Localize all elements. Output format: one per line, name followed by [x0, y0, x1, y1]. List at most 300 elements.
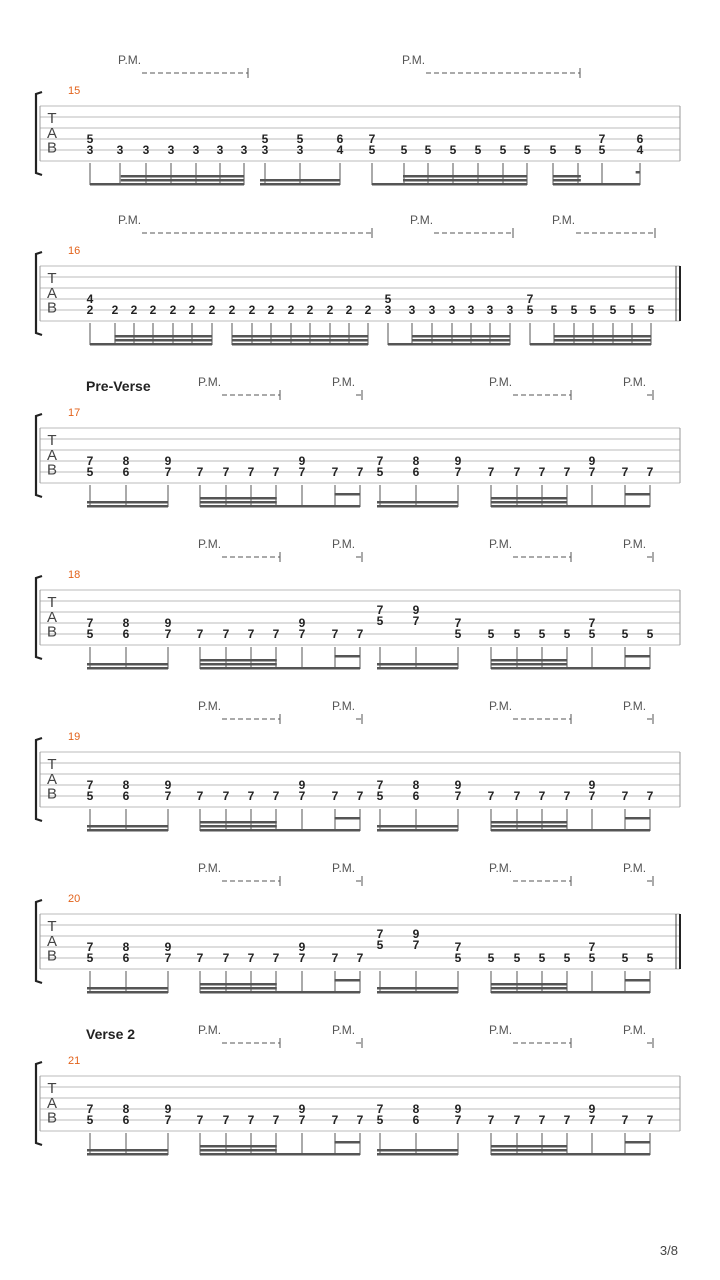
fret-number: 5	[376, 789, 384, 803]
fret-number: 9	[588, 454, 596, 468]
palm-mute-label: P.M.	[489, 1023, 513, 1037]
fret-number: 2	[267, 303, 275, 317]
fret-number: 7	[298, 1113, 306, 1127]
tab-clef-a: A	[46, 770, 58, 788]
fret-number: 7	[164, 951, 172, 965]
palm-mute-label: P.M.	[623, 537, 647, 551]
measure-number: 15	[68, 85, 81, 97]
measure-number: 18	[68, 569, 81, 581]
fret-number: 7	[247, 627, 255, 641]
fret-number: 7	[196, 627, 204, 641]
fret-number: 5	[513, 951, 521, 965]
page-number: 3/8	[659, 1243, 678, 1258]
fret-number: 7	[331, 627, 339, 641]
tab-clef-a: A	[46, 608, 58, 626]
note-beam	[200, 991, 360, 994]
palm-mute-label: P.M.	[198, 861, 222, 875]
fret-number: 8	[412, 1102, 420, 1116]
fret-number: 7	[412, 938, 420, 952]
note-beam	[87, 1153, 168, 1156]
fret-number: 5	[86, 132, 94, 146]
fret-number: 7	[487, 789, 495, 803]
fret-number: 8	[122, 616, 130, 630]
fret-number: 3	[408, 303, 416, 317]
fret-number: 5	[474, 143, 482, 157]
fret-number: 7	[588, 465, 596, 479]
fret-number: 9	[588, 778, 596, 792]
fret-number: 3	[506, 303, 514, 317]
measure-number: 17	[68, 407, 81, 419]
palm-mute-label: P.M.	[198, 699, 222, 713]
tab-system-20	[36, 861, 680, 994]
note-beam	[200, 825, 277, 828]
tab-clef-b: B	[46, 785, 58, 803]
fret-number: 7	[563, 1113, 571, 1127]
fret-number: 2	[169, 303, 177, 317]
note-beam	[87, 663, 168, 666]
tab-clef-b: B	[46, 299, 58, 317]
tab-clef-a: A	[46, 446, 58, 464]
fret-number: 9	[298, 616, 306, 630]
note-beam	[260, 183, 340, 186]
fret-number: 7	[86, 454, 94, 468]
fret-number: 2	[149, 303, 157, 317]
fret-number: 7	[196, 789, 204, 803]
fret-number: 7	[298, 627, 306, 641]
fret-number: 7	[272, 1113, 280, 1127]
fret-number: 5	[588, 951, 596, 965]
system-bracket	[36, 900, 42, 983]
fret-number: 5	[86, 465, 94, 479]
fret-number: 2	[228, 303, 236, 317]
tab-clef-t: T	[47, 594, 57, 611]
note-beam	[491, 1153, 650, 1156]
fret-number: 7	[538, 1113, 546, 1127]
tab-clef-t: T	[47, 1080, 57, 1097]
fret-number: 5	[538, 951, 546, 965]
fret-number: 3	[296, 143, 304, 157]
fret-number: 8	[412, 454, 420, 468]
fret-number: 7	[588, 616, 596, 630]
fret-number: 7	[538, 465, 546, 479]
fret-number: 5	[549, 143, 557, 157]
note-beam	[412, 335, 510, 338]
fret-number: 6	[636, 132, 644, 146]
note-beam	[491, 497, 567, 500]
tab-system-21	[36, 1023, 680, 1156]
note-beam	[403, 175, 527, 178]
note-beam	[334, 655, 360, 658]
note-beam	[334, 979, 360, 982]
tab-clef-a: A	[46, 124, 58, 142]
fret-number: 5	[86, 951, 94, 965]
fret-number: 5	[538, 627, 546, 641]
fret-number: 7	[646, 465, 654, 479]
fret-number: 7	[646, 789, 654, 803]
note-beam	[90, 343, 212, 346]
fret-number: 7	[222, 789, 230, 803]
fret-number: 2	[111, 303, 119, 317]
fret-number: 7	[86, 778, 94, 792]
palm-mute-label: P.M.	[332, 861, 356, 875]
note-beam	[554, 335, 651, 338]
system-bracket	[36, 252, 42, 335]
fret-number: 5	[368, 143, 376, 157]
fret-number: 7	[331, 951, 339, 965]
fret-number: 5	[647, 303, 655, 317]
fret-number: 7	[513, 789, 521, 803]
fret-number: 5	[550, 303, 558, 317]
fret-number: 6	[412, 465, 420, 479]
note-beam	[625, 493, 650, 496]
fret-number: 5	[574, 143, 582, 157]
fret-number: 3	[384, 303, 392, 317]
palm-mute-label: P.M.	[623, 375, 647, 389]
note-beam	[377, 829, 458, 832]
palm-mute-label: P.M.	[489, 699, 513, 713]
fret-number: 7	[376, 927, 384, 941]
fret-number: 9	[454, 454, 462, 468]
fret-number: 7	[356, 1113, 364, 1127]
palm-mute-label: P.M.	[489, 537, 513, 551]
fret-number: 7	[196, 1113, 204, 1127]
palm-mute-label: P.M.	[410, 213, 434, 227]
palm-mute-label: P.M.	[489, 861, 513, 875]
fret-number: 7	[298, 465, 306, 479]
fret-number: 7	[487, 465, 495, 479]
system-bracket	[36, 576, 42, 659]
fret-number: 9	[412, 603, 420, 617]
note-beam	[200, 659, 277, 662]
fret-number: 9	[298, 778, 306, 792]
tab-clef-a: A	[46, 284, 58, 302]
palm-mute-label: P.M.	[332, 699, 356, 713]
note-beam	[200, 501, 277, 504]
fret-number: 7	[368, 132, 376, 146]
measure-number: 16	[68, 245, 81, 257]
fret-number: 3	[86, 143, 94, 157]
fret-number: 7	[331, 1113, 339, 1127]
fret-number: 7	[196, 951, 204, 965]
fret-number: 7	[454, 789, 462, 803]
note-beam	[491, 991, 650, 994]
palm-mute-label: P.M.	[198, 537, 222, 551]
palm-mute-label: P.M.	[332, 537, 356, 551]
fret-number: 5	[261, 132, 269, 146]
note-beam	[403, 179, 527, 182]
system-bracket	[36, 1062, 42, 1145]
fret-number: 7	[598, 132, 606, 146]
section-label: Pre-Verse	[86, 378, 151, 394]
fret-number: 4	[336, 143, 344, 157]
fret-number: 6	[412, 1113, 420, 1127]
fret-number: 4	[86, 292, 94, 306]
fret-number: 8	[412, 778, 420, 792]
fret-number: 5	[376, 938, 384, 952]
note-beam	[114, 335, 212, 338]
fret-number: 5	[86, 627, 94, 641]
fret-number: 3	[116, 143, 124, 157]
fret-number: 6	[122, 1113, 130, 1127]
system-bracket	[36, 92, 42, 175]
fret-number: 5	[526, 303, 534, 317]
fret-number: 7	[646, 1113, 654, 1127]
palm-mute-label: P.M.	[198, 1023, 222, 1037]
fret-number: 3	[240, 143, 248, 157]
fret-number: 7	[588, 940, 596, 954]
fret-number: 7	[563, 465, 571, 479]
fret-number: 7	[513, 465, 521, 479]
note-beam	[491, 829, 650, 832]
tab-clef-b: B	[46, 139, 58, 157]
note-beam	[114, 339, 212, 342]
note-beam	[553, 183, 640, 186]
palm-mute-label: P.M.	[402, 53, 426, 67]
note-beam	[636, 171, 640, 174]
fret-number: 7	[272, 627, 280, 641]
tab-system-19	[36, 699, 680, 832]
fret-number: 3	[486, 303, 494, 317]
fret-number: 7	[86, 940, 94, 954]
fret-number: 7	[588, 789, 596, 803]
fret-number: 9	[164, 940, 172, 954]
fret-number: 7	[454, 616, 462, 630]
tab-system-16	[36, 213, 680, 346]
note-beam	[377, 987, 458, 990]
fret-number: 7	[222, 951, 230, 965]
fret-number: 5	[376, 614, 384, 628]
fret-number: 5	[454, 951, 462, 965]
fret-number: 7	[356, 627, 364, 641]
tab-clef-a: A	[46, 932, 58, 950]
fret-number: 7	[454, 940, 462, 954]
fret-number: 8	[122, 940, 130, 954]
fret-number: 5	[563, 951, 571, 965]
palm-mute-label: P.M.	[489, 375, 513, 389]
tab-clef-t: T	[47, 110, 57, 127]
fret-number: 7	[222, 465, 230, 479]
fret-number: 5	[523, 143, 531, 157]
palm-mute-label: P.M.	[623, 699, 647, 713]
fret-number: 7	[331, 789, 339, 803]
tab-clef-b: B	[46, 1109, 58, 1127]
note-beam	[372, 183, 527, 186]
fret-number: 7	[621, 1113, 629, 1127]
fret-number: 2	[287, 303, 295, 317]
note-beam	[200, 829, 360, 832]
section-label: Verse 2	[86, 1026, 136, 1042]
note-beam	[491, 659, 567, 662]
tab-clef-t: T	[47, 756, 57, 773]
note-beam	[530, 343, 651, 346]
fret-number: 9	[164, 778, 172, 792]
palm-mute-label: P.M.	[198, 375, 222, 389]
note-beam	[200, 821, 277, 824]
note-beam	[200, 987, 277, 990]
fret-number: 7	[164, 789, 172, 803]
fret-number: 6	[336, 132, 344, 146]
fret-number: 7	[86, 1102, 94, 1116]
tab-system-15	[36, 53, 680, 186]
note-beam	[491, 821, 567, 824]
fret-number: 3	[142, 143, 150, 157]
note-beam	[554, 339, 651, 342]
fret-number: 5	[487, 627, 495, 641]
fret-number: 7	[331, 465, 339, 479]
tab-clef-t: T	[47, 270, 57, 287]
fret-number: 2	[86, 303, 94, 317]
fret-number: 5	[400, 143, 408, 157]
fret-number: 9	[412, 927, 420, 941]
fret-number: 2	[364, 303, 372, 317]
note-beam	[334, 493, 360, 496]
fret-number: 3	[216, 143, 224, 157]
fret-number: 2	[248, 303, 256, 317]
fret-number: 5	[86, 1113, 94, 1127]
fret-number: 7	[526, 292, 534, 306]
note-beam	[491, 825, 567, 828]
fret-number: 9	[298, 1102, 306, 1116]
fret-number: 5	[376, 1113, 384, 1127]
note-beam	[200, 505, 360, 508]
note-beam	[491, 501, 567, 504]
fret-number: 3	[192, 143, 200, 157]
note-beam	[377, 663, 458, 666]
note-beam	[200, 667, 360, 670]
note-beam	[232, 343, 368, 346]
note-beam	[377, 667, 458, 670]
palm-mute-label: P.M.	[552, 213, 576, 227]
fret-number: 7	[247, 951, 255, 965]
palm-mute-label: P.M.	[623, 861, 647, 875]
fret-number: 7	[247, 1113, 255, 1127]
note-beam	[377, 505, 458, 508]
tab-clef-t: T	[47, 918, 57, 935]
note-beam	[200, 1145, 277, 1148]
tab-clef-t: T	[47, 432, 57, 449]
note-beam	[121, 179, 244, 182]
tab-clef-b: B	[46, 461, 58, 479]
fret-number: 7	[356, 789, 364, 803]
fret-number: 2	[326, 303, 334, 317]
fret-number: 7	[164, 627, 172, 641]
fret-number: 5	[296, 132, 304, 146]
fret-number: 9	[164, 616, 172, 630]
note-beam	[491, 1149, 567, 1152]
fret-number: 7	[356, 465, 364, 479]
palm-mute-label: P.M.	[118, 53, 142, 67]
note-beam	[377, 991, 458, 994]
fret-number: 5	[570, 303, 578, 317]
note-beam	[491, 505, 650, 508]
system-bracket	[36, 414, 42, 497]
fret-number: 7	[164, 465, 172, 479]
fret-number: 7	[196, 465, 204, 479]
fret-number: 9	[298, 454, 306, 468]
note-beam	[334, 1141, 360, 1144]
note-beam	[412, 339, 510, 342]
tab-clef-a: A	[46, 1094, 58, 1112]
note-beam	[334, 817, 360, 820]
fret-number: 5	[588, 627, 596, 641]
fret-number: 9	[164, 454, 172, 468]
fret-number: 7	[247, 789, 255, 803]
fret-number: 7	[513, 1113, 521, 1127]
fret-number: 7	[272, 951, 280, 965]
note-beam	[87, 667, 168, 670]
fret-number: 7	[376, 454, 384, 468]
note-beam	[87, 829, 168, 832]
note-beam	[491, 663, 567, 666]
note-beam	[491, 1145, 567, 1148]
fret-number: 7	[222, 1113, 230, 1127]
fret-number: 3	[448, 303, 456, 317]
tab-clef-b: B	[46, 623, 58, 641]
note-beam	[87, 825, 168, 828]
fret-number: 5	[621, 627, 629, 641]
fret-number: 5	[449, 143, 457, 157]
measure-number: 21	[68, 1055, 81, 1067]
fret-number: 2	[306, 303, 314, 317]
fret-number: 6	[122, 465, 130, 479]
note-beam	[625, 655, 650, 658]
fret-number: 6	[122, 627, 130, 641]
fret-number: 6	[122, 789, 130, 803]
fret-number: 7	[164, 1113, 172, 1127]
note-beam	[553, 179, 581, 182]
fret-number: 5	[589, 303, 597, 317]
note-beam	[232, 335, 368, 338]
palm-mute-label: P.M.	[623, 1023, 647, 1037]
fret-number: 7	[86, 616, 94, 630]
note-beam	[377, 1153, 458, 1156]
fret-number: 5	[499, 143, 507, 157]
fret-number: 2	[188, 303, 196, 317]
palm-mute-label: P.M.	[332, 375, 356, 389]
fret-number: 7	[588, 1113, 596, 1127]
note-beam	[200, 1153, 360, 1156]
note-beam	[491, 667, 650, 670]
fret-number: 3	[428, 303, 436, 317]
fret-number: 5	[628, 303, 636, 317]
fret-number: 7	[621, 465, 629, 479]
measure-number: 19	[68, 731, 81, 743]
fret-number: 7	[356, 951, 364, 965]
note-beam	[491, 987, 567, 990]
note-beam	[87, 987, 168, 990]
fret-number: 5	[86, 789, 94, 803]
note-beam	[260, 179, 340, 182]
fret-number: 7	[376, 603, 384, 617]
note-beam	[388, 343, 510, 346]
fret-number: 7	[298, 951, 306, 965]
fret-number: 9	[298, 940, 306, 954]
fret-number: 7	[247, 465, 255, 479]
note-beam	[200, 983, 277, 986]
fret-number: 2	[130, 303, 138, 317]
fret-number: 5	[376, 465, 384, 479]
fret-number: 7	[563, 789, 571, 803]
fret-number: 8	[122, 778, 130, 792]
fret-number: 6	[122, 951, 130, 965]
fret-number: 7	[412, 614, 420, 628]
fret-number: 5	[646, 627, 654, 641]
fret-number: 3	[261, 143, 269, 157]
tab-system-18	[36, 537, 680, 670]
fret-number: 3	[467, 303, 475, 317]
tab-system-17	[36, 375, 680, 508]
system-bracket	[36, 738, 42, 821]
